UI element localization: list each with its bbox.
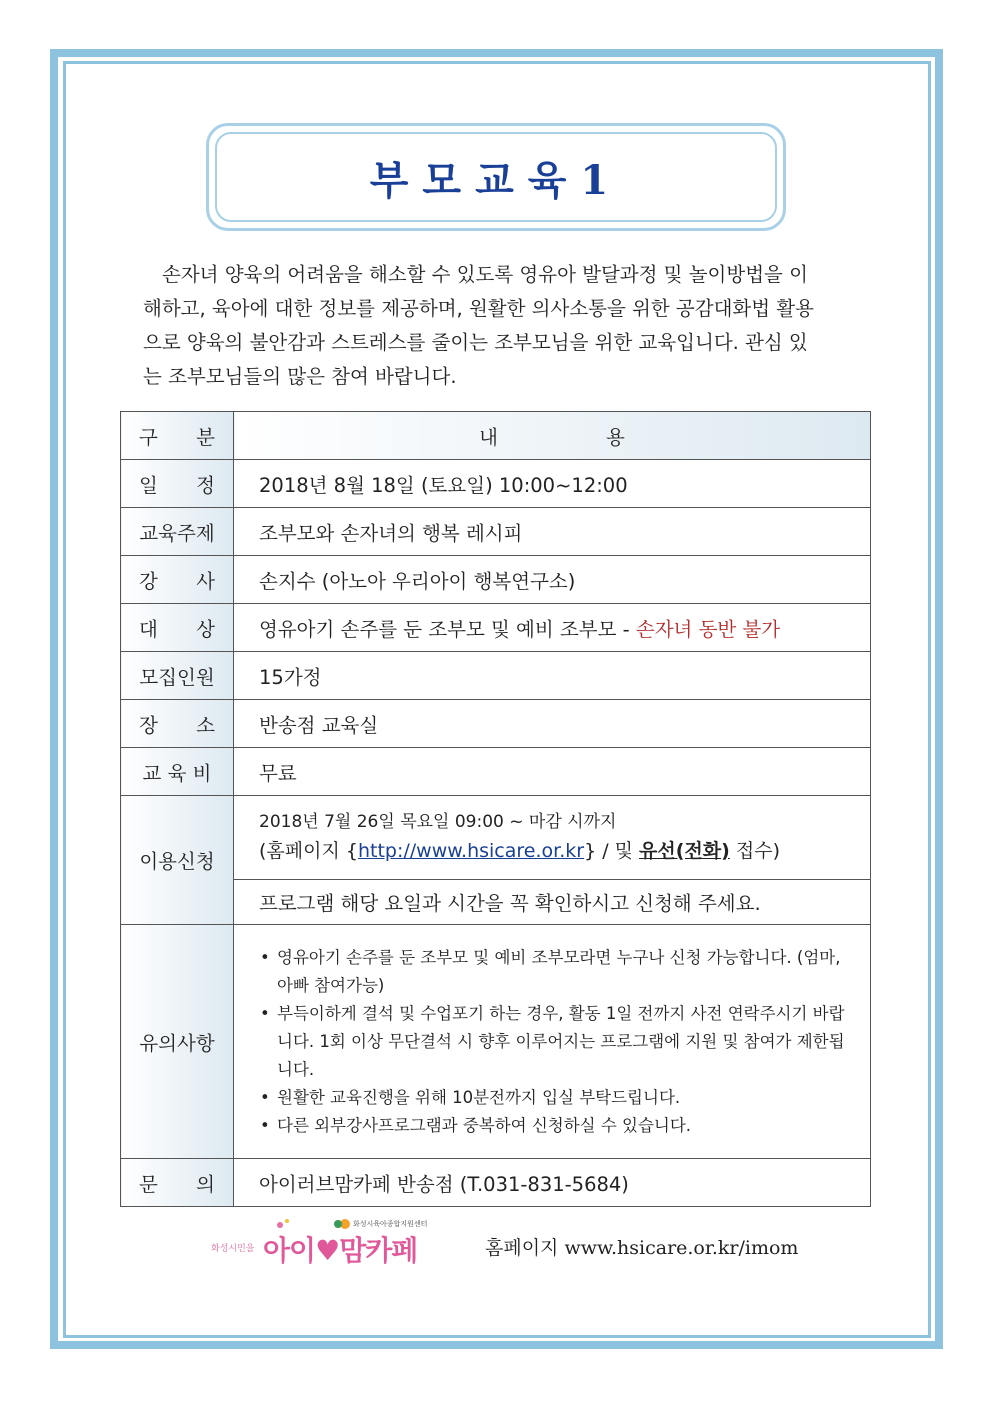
row-label: 교육주제 — [121, 508, 234, 556]
intro-line: 는 조부모님들의 많은 참여 바랍니다. — [143, 365, 457, 388]
table-row-instructor — [121, 556, 871, 604]
schedule-value: 2018년 8월 18일 (토요일) 10:00~12:00 — [234, 460, 871, 508]
header-value-cell — [234, 412, 871, 460]
list-item: • 부득이하게 결석 및 수업포기 하는 경우, 활동 1일 전까지 사전 연락주시기 바랍니다. 1회 이상 무단결석 시 향후 이루어지는 프로그램에 지원 및 참여가 제한됩니다. — [260, 1000, 850, 1084]
row-label: 유의사항 — [121, 925, 234, 1159]
table-row-notes — [121, 925, 871, 1159]
table-row-capacity — [121, 652, 871, 700]
row-label-cell — [121, 460, 234, 508]
apply-value-cell — [234, 796, 871, 880]
row-label: 정 — [196, 473, 215, 497]
header-label-cell — [121, 412, 234, 460]
list-item: • 원활한 교육진행을 위해 10분전까지 입실 부탁드립니다. — [260, 1084, 850, 1112]
phone-apply: 유선(전화) — [639, 840, 730, 862]
row-label: 일 — [139, 473, 158, 497]
target-warning: 손자녀 동반 불가 — [635, 617, 781, 641]
title-box — [215, 132, 777, 222]
apply-method-text: (홈페이지 { — [259, 840, 358, 862]
row-label: 이용신청 — [121, 796, 234, 925]
row-label: 문 — [139, 1172, 158, 1196]
table-row-apply — [121, 796, 871, 880]
intro-line: 손자녀 양육의 어려움을 해소할 수 있도록 영유아 발달과정 및 놀이방법을 이 — [162, 263, 808, 286]
row-label: 사 — [196, 569, 215, 593]
capacity-value: 15가정 — [234, 652, 871, 700]
header-value: 내 — [479, 425, 498, 449]
row-label: 의 — [196, 1172, 215, 1196]
table-row-apply-note — [121, 880, 871, 925]
logo-left-text: 화성시민을 — [211, 1244, 255, 1254]
footer-homepage: 홈페이지 www.hsicare.or.kr/imom — [485, 1237, 799, 1259]
header-label: 구 — [139, 425, 158, 449]
row-label-cell — [121, 1159, 234, 1207]
table-row-contact — [121, 1159, 871, 1207]
row-label: 대 — [139, 617, 158, 641]
list-item: • 다른 외부강사프로그램과 중복하여 신청하실 수 있습니다. — [260, 1112, 850, 1140]
table-row-schedule — [121, 460, 871, 508]
row-label: 소 — [196, 713, 215, 737]
row-label: 모집인원 — [121, 652, 234, 700]
table-row-topic — [121, 508, 871, 556]
apply-note: 프로그램 해당 요일과 시간을 꼭 확인하시고 신청해 주세요. — [234, 880, 871, 925]
row-label: 교 육 비 — [121, 748, 234, 796]
logo-text: 아이♥맘카페 — [263, 1234, 418, 1267]
notes-list — [260, 944, 870, 1140]
cafe-logo — [205, 1215, 435, 1270]
row-label-cell — [121, 556, 234, 604]
table-header-row — [121, 412, 871, 460]
header-value: 용 — [606, 425, 625, 449]
apply-method-text: } / 및 — [584, 840, 640, 862]
instructor-value: 손지수 (아노아 우리아이 행복연구소) — [234, 556, 871, 604]
table-row-target — [121, 604, 871, 652]
homepage-link[interactable]: http://www.hsicare.or.kr — [357, 840, 585, 862]
row-label: 강 — [139, 569, 158, 593]
header-label: 분 — [196, 425, 215, 449]
target-value-cell — [234, 604, 871, 652]
row-label: 상 — [196, 617, 215, 641]
apply-method — [259, 836, 870, 866]
row-label-cell — [121, 700, 234, 748]
page-title: 부모교육1 — [369, 156, 623, 204]
intro-paragraph — [143, 258, 851, 394]
intro-line: 으로 양육의 불안감과 스트레스를 줄이는 조부모님을 위한 교육입니다. 관심 있 — [143, 331, 808, 354]
info-table — [120, 411, 871, 1207]
place-value: 반송점 교육실 — [234, 700, 871, 748]
topic-value: 조부모와 손자녀의 행복 레시피 — [234, 508, 871, 556]
apply-method-text: 접수) — [729, 840, 781, 862]
row-label-cell — [121, 604, 234, 652]
apply-period: 2018년 7월 26일 목요일 09:00 ~ 마감 시까지 — [259, 812, 617, 832]
fee-value: 무료 — [234, 748, 871, 796]
notes-cell — [234, 925, 871, 1159]
row-label: 장 — [139, 713, 158, 737]
logo-sub-text: 화성시육아종합지원센터 — [353, 1220, 428, 1228]
table-row-place — [121, 700, 871, 748]
target-value: 영유아기 손주를 둔 조부모 및 예비 조부모 - — [259, 617, 636, 641]
list-item: • 영유아기 손주를 둔 조부모 및 예비 조부모라면 누구나 신청 가능합니다. (엄마, 아빠 참여가능) — [260, 944, 850, 1000]
intro-line: 해하고, 육아에 대한 정보를 제공하며, 원활한 의사소통을 위한 공감대화법 활용 — [143, 297, 814, 320]
contact-value: 아이러브맘카페 반송점 (T.031-831-5684) — [234, 1159, 871, 1207]
table-row-fee — [121, 748, 871, 796]
